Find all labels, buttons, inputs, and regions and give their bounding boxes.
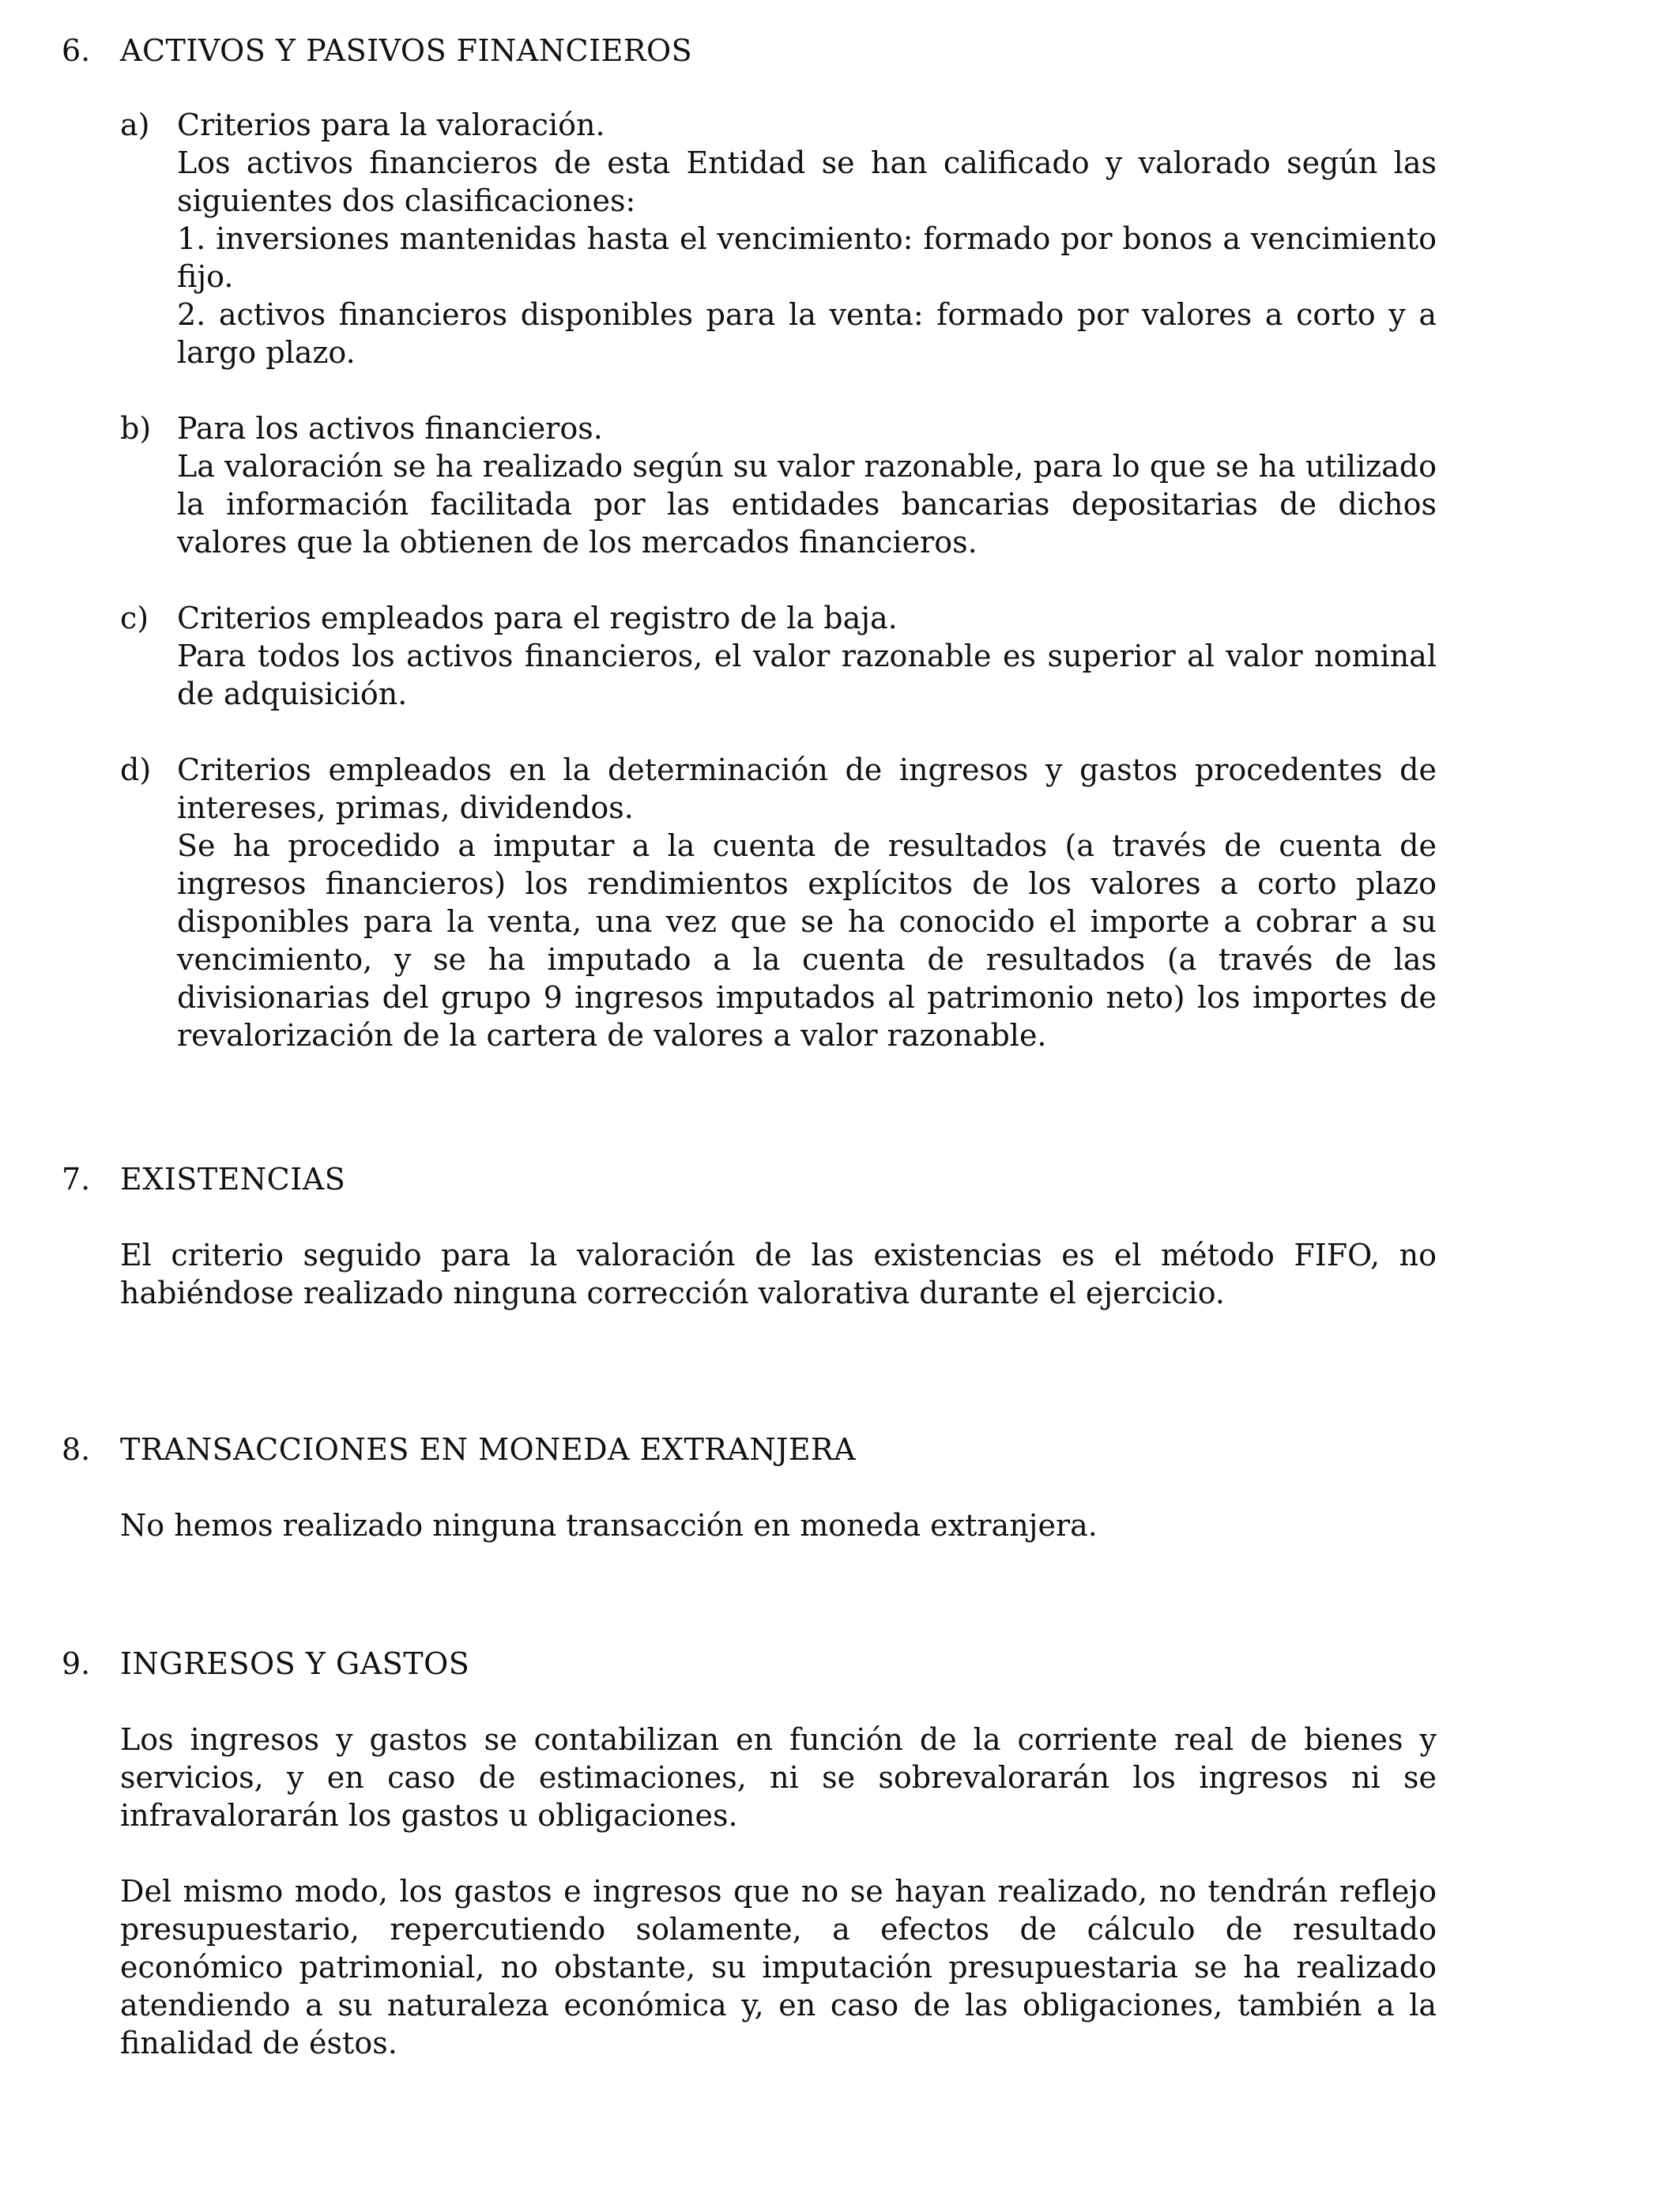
- section-body: [120, 1236, 1437, 1312]
- section-heading: [62, 1431, 1437, 1468]
- subsection-content: [177, 751, 1437, 1054]
- subsection-heading: Para los activos financieros.: [177, 411, 603, 446]
- paragraph: Del mismo modo, los gastos e ingresos que no se hayan realizado, no tendrán reflejo presupuestario, repercutiendo solamente, a efectos de cálculo de resultado económico patrimonial, no obstante, su imputación presupuestaria se ha realizado atendiendo a su naturaleza económica y, en caso de las obligaciones, también a la finalidad de éstos.: [120, 1874, 1437, 2060]
- section-title: ACTIVOS Y PASIVOS FINANCIEROS: [120, 33, 693, 68]
- section-number: 6.: [62, 33, 91, 68]
- subsection-a: [62, 106, 1437, 371]
- subsection-content: [177, 409, 1437, 561]
- section-ingresos-gastos: [62, 1645, 1437, 2062]
- section-title: TRANSACCIONES EN MONEDA EXTRANJERA: [120, 1432, 857, 1467]
- section-title: EXISTENCIAS: [120, 1162, 346, 1197]
- section-body: [120, 1506, 1437, 1544]
- subsection-letter: d): [120, 752, 152, 787]
- section-number: 7.: [62, 1162, 91, 1197]
- subsection-letter: a): [120, 107, 150, 142]
- subsection-content: [177, 106, 1437, 371]
- subsection-letter: c): [120, 601, 149, 635]
- subsection-text: Se ha procedido a imputar a la cuenta de resultados (a través de cuenta de ingresos financieros) los rendimientos explícitos de los valores a corto plazo disponibles para la venta, una vez que se ha conocido el importe a cobrar a su vencimiento, y se ha imputado a la cuenta de resultados (a través de las divisionarias del grupo 9 ingresos imputados al patrimonio neto) los importes de revalorización de la cartera de valores a valor razonable.: [177, 828, 1437, 1053]
- section-title: INGRESOS Y GASTOS: [120, 1646, 470, 1681]
- subsection-content: [177, 599, 1437, 713]
- paragraph: Los ingresos y gastos se contabilizan en función de la corriente real de bienes y servicios, y en caso de estimaciones, ni se sobrevalorarán los ingresos ni se infravalorarán los gastos u obligaciones.: [120, 1722, 1437, 1833]
- subsection-text: La valoración se ha realizado según su valor razonable, para lo que se ha utilizado la información facilitada por las entidades bancarias depositarias de dichos valores que la obtienen de los mercados financieros.: [177, 449, 1437, 560]
- subsection-text: 2. activos financieros disponibles para la venta: formado por valores a corto y a largo plazo.: [177, 297, 1437, 370]
- paragraph: No hemos realizado ninguna transacción en moneda extranjera.: [120, 1508, 1098, 1543]
- subsection-b: [62, 409, 1437, 561]
- section-existencias: [62, 1160, 1437, 1312]
- subsection-text: Para todos los activos financieros, el valor razonable es superior al valor nominal de adquisición.: [177, 639, 1437, 711]
- section-heading: [62, 32, 1437, 70]
- section-number: 9.: [62, 1646, 91, 1681]
- subsection-heading: Criterios empleados en la determinación de ingresos y gastos procedentes de intereses, primas, dividendos.: [177, 752, 1437, 825]
- section-heading: [62, 1160, 1437, 1198]
- section-moneda-extranjera: [62, 1431, 1437, 1544]
- subsection-text: Los activos financieros de esta Entidad se han calificado y valorado según las siguientes dos clasificaciones:: [177, 145, 1437, 218]
- subsection-text: 1. inversiones mantenidas hasta el vencimiento: formado por bonos a vencimiento fijo.: [177, 221, 1437, 294]
- paragraph: El criterio seguido para la valoración de las existencias es el método FIFO, no habiéndose realizado ninguna corrección valorativa durante el ejercicio.: [120, 1238, 1437, 1310]
- subsection-letter: b): [120, 411, 152, 446]
- section-body: [120, 1721, 1437, 2062]
- subsection-c: [62, 599, 1437, 713]
- subsection-heading: Criterios empleados para el registro de la baja.: [177, 601, 898, 635]
- subsection-d: [62, 751, 1437, 1054]
- subsection-heading: Criterios para la valoración.: [177, 107, 605, 142]
- section-activos-pasivos: [62, 32, 1437, 1054]
- section-number: 8.: [62, 1432, 91, 1467]
- section-heading: [62, 1645, 1437, 1683]
